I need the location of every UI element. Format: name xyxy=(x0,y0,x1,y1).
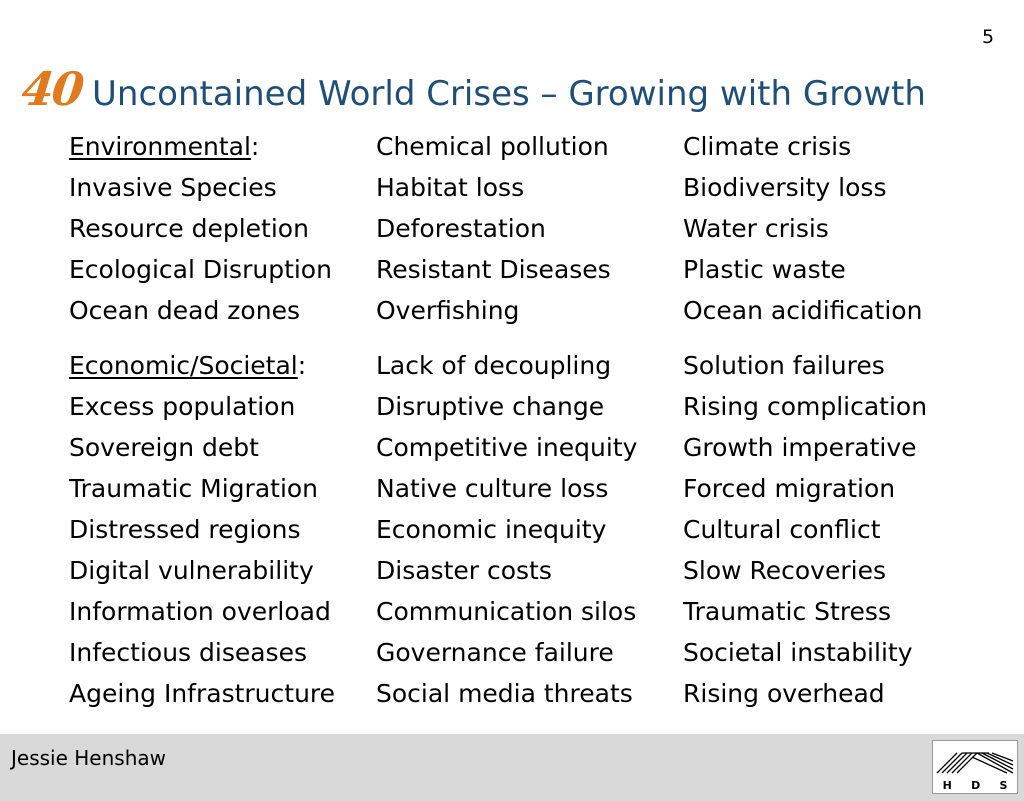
section-header-economic: Economic/Societal: xyxy=(69,351,307,380)
crisis-item: Deforestation xyxy=(376,214,546,243)
crisis-item: Societal instability xyxy=(683,638,913,667)
crisis-item: Slow Recoveries xyxy=(683,556,886,585)
crisis-item: Lack of decoupling xyxy=(376,351,612,380)
crisis-item: Water crisis xyxy=(683,214,829,243)
crisis-item: Disaster costs xyxy=(376,556,552,585)
crisis-item: Solution failures xyxy=(683,351,885,380)
crisis-item: Cultural conflict xyxy=(683,515,881,544)
crisis-item: Climate crisis xyxy=(683,132,852,161)
crisis-item: Overfishing xyxy=(376,296,520,325)
title-text: Uncontained World Crises – Growing with Growth xyxy=(92,74,926,114)
crisis-item: Economic inequity xyxy=(376,515,607,544)
author-name: Jessie Henshaw xyxy=(11,746,166,770)
logo-graphic-icon xyxy=(933,743,1017,779)
crisis-item: Rising overhead xyxy=(683,679,885,708)
crisis-item: Habitat loss xyxy=(376,173,525,202)
crisis-item: Ocean dead zones xyxy=(69,296,300,325)
crisis-item: Forced migration xyxy=(683,474,896,503)
section-header-environmental: Environmental: xyxy=(69,132,260,161)
crisis-item: Growth imperative xyxy=(683,433,917,462)
crisis-item: Governance failure xyxy=(376,638,614,667)
crisis-item: Traumatic Stress xyxy=(683,597,891,626)
crisis-item: Rising complication xyxy=(683,392,928,421)
crisis-item: Traumatic Migration xyxy=(69,474,319,503)
slide-number: 5 xyxy=(982,26,995,48)
title-number: 40 xyxy=(19,62,85,116)
slide-title xyxy=(19,62,926,116)
crisis-item: Native culture loss xyxy=(376,474,609,503)
crisis-item: Resource depletion xyxy=(69,214,309,243)
crisis-item: Sovereign debt xyxy=(69,433,259,462)
crisis-item: Plastic waste xyxy=(683,255,846,284)
crisis-item: Distressed regions xyxy=(69,515,301,544)
crisis-item: Digital vulnerability xyxy=(69,556,314,585)
crisis-item: Ocean acidification xyxy=(683,296,923,325)
crisis-item: Excess population xyxy=(69,392,296,421)
crisis-item: Communication silos xyxy=(376,597,637,626)
crisis-item: Information overload xyxy=(69,597,331,626)
crisis-item: Chemical pollution xyxy=(376,132,609,161)
logo-letter: H xyxy=(942,779,952,792)
logo-letter: D xyxy=(971,779,981,792)
crisis-item: Resistant Diseases xyxy=(376,255,611,284)
crisis-item: Invasive Species xyxy=(69,173,277,202)
crisis-item: Competitive inequity xyxy=(376,433,638,462)
crisis-item: Disruptive change xyxy=(376,392,605,421)
footer-bar xyxy=(0,734,1024,801)
crisis-item: Infectious diseases xyxy=(69,638,307,667)
crisis-item: Ecological Disruption xyxy=(69,255,332,284)
crisis-item: Social media threats xyxy=(376,679,633,708)
crisis-item: Ageing Infrastructure xyxy=(69,679,336,708)
crisis-item: Biodiversity loss xyxy=(683,173,887,202)
hds-logo xyxy=(932,740,1018,794)
logo-letter: S xyxy=(999,779,1008,792)
